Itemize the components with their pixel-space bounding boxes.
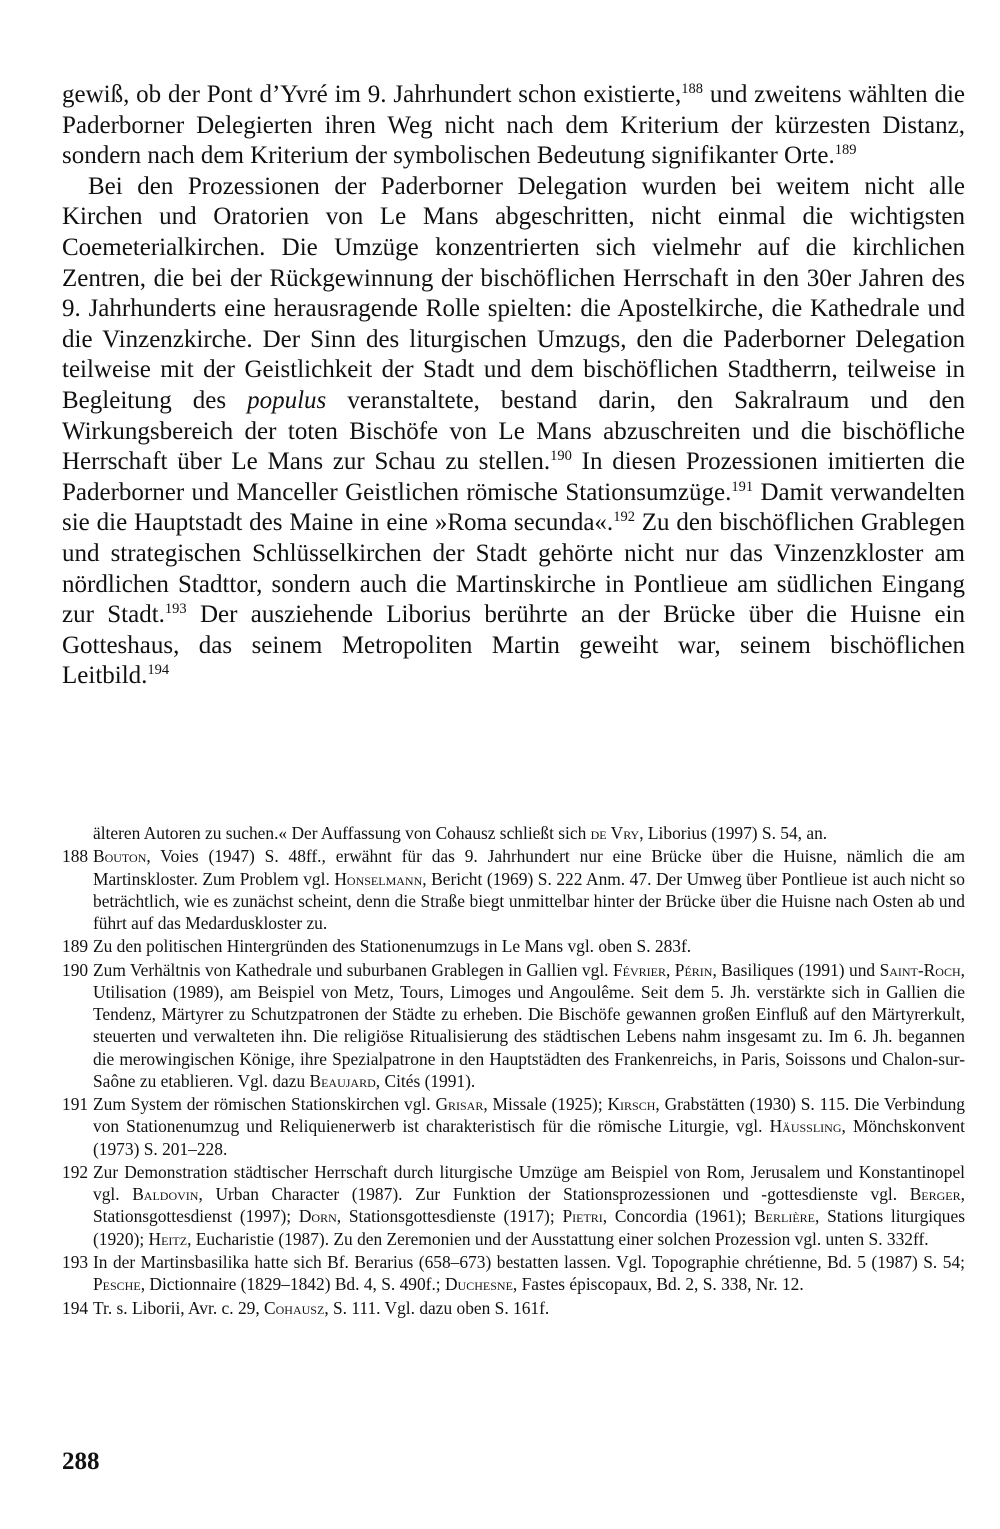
footnote-number: 193 — [62, 1251, 89, 1272]
footnote-191 — [62, 1093, 965, 1160]
footnote-194 — [62, 1297, 965, 1319]
text-run: , Concordia (1961); — [602, 1206, 755, 1227]
author-name: Baldovin — [132, 1184, 199, 1205]
author-name: Berlière — [754, 1206, 815, 1227]
footnote-ref-192[interactable]: 192 — [613, 509, 635, 526]
text-run: , Grabstätten (1930) S. 115. Die Verbindung von Stationenumzug und Reliquienerwerb ist charakteristisch für die römische Liturgie, vgl. — [93, 1094, 965, 1137]
footnote-ref-190[interactable]: 190 — [550, 448, 572, 465]
footnote-ref-189[interactable]: 189 — [834, 142, 857, 159]
text-run: Zu den bischöflichen Grablegen und strategischen Schlüsselkirchen der Stadt gehörte nicht nur das Vinzenzkloster am nördlichen Stadttor, sondern auch die Martinskirche in Pontlieue am südlichen Eingang zur Stadt. — [62, 509, 965, 629]
text-run: , Dictionnaire (1829–1842) Bd. 4, S. 490f.; — [140, 1274, 445, 1295]
footnote-number: 189 — [62, 936, 89, 957]
author-name: Février — [612, 959, 666, 980]
text-run: , S. 111. Vgl. dazu oben S. 161f. — [324, 1297, 550, 1318]
text-run: , Mönchskonvent (1973) S. 201–228. — [93, 1116, 966, 1159]
author-name: Périn — [674, 959, 713, 980]
body-text — [62, 80, 965, 692]
text-run: Der ausziehende Liborius berührte an der Brücke über die Huisne ein Gotteshaus, das seinem Metropoliten Martin geweiht war, seinem bischöflichen Leitbild. — [62, 601, 965, 690]
text-run: , — [665, 959, 675, 980]
footnote-189 — [62, 935, 965, 957]
text-run: , Fastes épiscopaux, Bd. 2, S. 338, Nr. 12. — [512, 1274, 804, 1295]
text-run: , Voies (1947) S. 48ff., erwähnt für das 9. Jahrhundert nur eine Brücke über die Huisne, nämlich die am Martinskloster. Zum Problem vgl. — [93, 846, 965, 889]
text-run: Zum Verhältnis von Kathedrale und suburbanen Grablegen in Gallien vgl. — [93, 959, 613, 980]
text-run: , Cités (1991). — [375, 1070, 476, 1091]
author-name: Saint-Roch — [879, 959, 961, 980]
author-name: Häussling — [769, 1116, 842, 1137]
author-name: Beaujard — [309, 1070, 376, 1091]
author-name: Pesche — [93, 1274, 141, 1295]
footnote-193 — [62, 1251, 965, 1295]
footnote-number: 192 — [62, 1161, 89, 1182]
footnote-ref-194[interactable]: 194 — [147, 662, 170, 679]
text-run: , Stations liturgiques (1920); — [93, 1206, 965, 1249]
text-run: Damit verwandelten sie die Hauptstadt des Maine in eine »Roma secunda«. — [62, 478, 965, 537]
author-name: Pietri — [562, 1206, 603, 1227]
text-run: , Urban Character (1987). Zur Funktion der Stationsprozessionen und -gottesdienste vgl. — [198, 1184, 910, 1205]
text-run: älteren Autoren zu suchen.« Der Auffassung von Cohausz schließt sich — [93, 823, 591, 843]
author-name: Dorn — [298, 1206, 337, 1227]
page-number: 288 — [62, 1448, 100, 1475]
author-name: Berger — [909, 1184, 961, 1205]
author-name: Duchesne — [445, 1274, 513, 1295]
footnote-ref-193[interactable]: 193 — [164, 601, 187, 618]
text-run: Zu den politischen Hintergründen des Stationenumzugs in Le Mans vgl. oben S. 283f. — [93, 936, 692, 957]
paragraph-1 — [62, 80, 965, 172]
footnote-188 — [62, 845, 965, 934]
text-run: Zum System der römischen Stationskirchen vgl. — [93, 1094, 436, 1115]
text-run: und zweitens wählten die Paderborner Delegierten ihren Weg nicht nach dem Kriterium der kürzesten Distanz, sondern nach dem Kriterium der symbolischen Bedeutung signifikanter Orte. — [62, 81, 965, 170]
footnote-number: 194 — [62, 1297, 89, 1318]
text-run: , Utilisation (1989), am Beispiel von Metz, Tours, Limoges und Angoulême. Seit dem 5. Jh. verstärkte sich in Gallien die Tendenz, Märtyrer zu Schutzpatronen der Städte zu erheben. Die Bischöfe gewannen großen Einfluß auf den Märtyrerkult, steuerten und verwalteten ihn. Die religiöse Ritualisierung des städtischen Lebens nahm insgesamt zu. Im 6. Jh. begannen die merowingischen Könige, ihre Spezialpatrone in den Hauptstädten des Frankenreichs, in Paris, Soissons und Chalon-sur-Saône zu etablieren. Vgl. dazu — [93, 959, 965, 1091]
author-name: Grisar — [435, 1094, 484, 1115]
footnotes — [62, 822, 965, 1320]
text-run: Zur Demonstration städtischer Herrschaft durch liturgische Umzüge am Beispiel von Rom, Jerusalem und Konstantinopel vgl. — [93, 1161, 965, 1205]
text-run: , Bericht (1969) S. 222 Anm. 47. Der Umweg über Pontlieue ist auch nicht so beträchtlich, wie es zunächst scheint, denn die Straße biegt unmittelbar hinter der Brücke über die Huisne nach Osten ab und führt auf das Medarduskloster zu. — [93, 868, 965, 933]
footnote-ref-191[interactable]: 191 — [731, 478, 754, 495]
author-name: de Vry — [590, 823, 640, 843]
text-run: , Basiliques (1991) und — [712, 959, 880, 980]
text-run: gewiß, ob der Pont d’Yvré im 9. Jahrhundert schon existierte, — [62, 81, 682, 108]
text-run: , Stationsgottesdienste (1917); — [336, 1206, 563, 1227]
author-name: Bouton — [93, 846, 147, 867]
text-run: In diesen Prozessionen imitierten die Paderborner und Manceller Geistlichen römische Stationsumzüge. — [62, 448, 965, 506]
footnote-192 — [62, 1161, 965, 1250]
page — [62, 80, 965, 692]
author-name: Honselmann — [334, 868, 423, 889]
text-run: , Stationsgottesdienst (1997); — [93, 1184, 965, 1227]
text-run: Tr. s. Liborii, Avr. c. 29, — [93, 1297, 265, 1318]
footnote-number: 191 — [62, 1094, 89, 1115]
author-name: Heitz — [148, 1228, 188, 1249]
text-run: , Eucharistie (1987). Zu den Zeremonien und der Ausstattung einer solchen Prozession vgl. unten S. 332ff. — [187, 1228, 929, 1249]
footnote-number: 188 — [62, 846, 89, 867]
text-run: In der Martinsbasilika hatte sich Bf. Berarius (658–673) bestatten lassen. Vgl. Topographie chrétienne, Bd. 5 (1987) S. 54; — [93, 1251, 965, 1272]
author-name: Cohausz — [264, 1297, 325, 1318]
footnote-continuation — [62, 822, 965, 844]
text-run: , Liborius (1997) S. 54, an. — [639, 823, 828, 843]
italic-term: populus — [247, 386, 327, 414]
paragraph-2 — [62, 172, 965, 692]
text-run: , Missale (1925); — [483, 1094, 608, 1115]
text-run: Bei den Prozessionen der Paderborner Delegation wurden bei weitem nicht alle Kirchen und Oratorien von Le Mans abgeschritten, nicht einmal die wichtigsten Coemeterialkirchen. Die Umzüge konzentrierten sich vielmehr auf die kirchlichen Zentren, die bei der Rückgewinnung der bischöflichen Herrschaft in den 30er Jahren des 9. Jahrhunderts eine herausragende Rolle spielten: die Apostelkirche, die Kathedrale und die Vinzenzkirche. Der Sinn des liturgischen Umzugs, den die Paderborner Delegation teilweise mit der Geistlichkeit der Stadt und dem bischöflichen Stadtherrn, teilweise in Begleitung des — [62, 172, 965, 414]
footnote-number: 190 — [62, 959, 89, 980]
footnote-ref-188[interactable]: 188 — [681, 81, 704, 98]
footnote-190 — [62, 959, 965, 1092]
text-run: veranstaltete, bestand darin, den Sakralraum und den Wirkungsbereich der toten Bischöfe von Le Mans abzuschreiten und die bischöfliche Herrschaft über Le Mans zur Schau zu stellen. — [62, 386, 966, 476]
author-name: Kirsch — [607, 1094, 656, 1115]
